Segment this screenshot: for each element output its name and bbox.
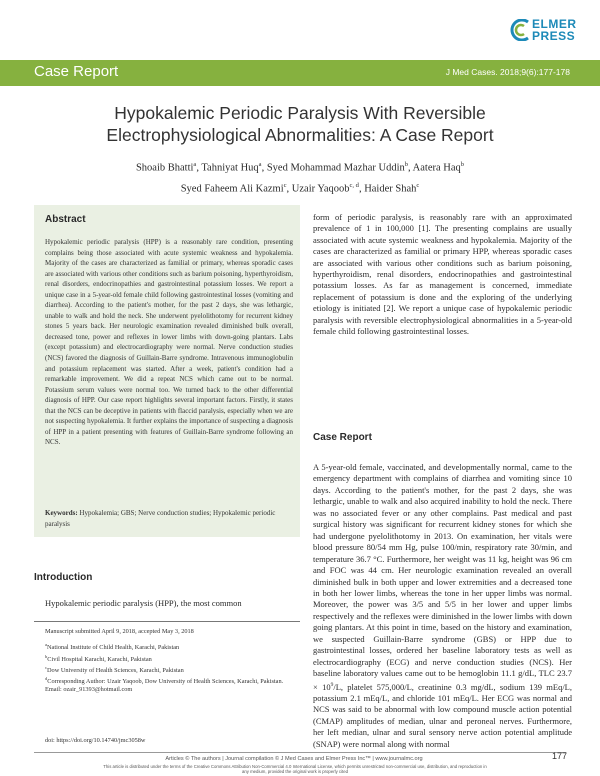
logo-arc-icon — [508, 19, 530, 41]
author-list — [60, 156, 540, 197]
logo-line2: PRESS — [532, 29, 576, 43]
logo-text — [532, 18, 577, 42]
affiliation-b: $^b$Civil Hospital Karachi, Karachi, Pakistan — [45, 653, 152, 663]
journal-citation: J Med Cases. 2018;9(6):177-178 — [445, 67, 570, 77]
author-name: Syed Faheem Ali Kazmi — [180, 183, 284, 194]
author-affiliation-mark: c — [283, 181, 287, 189]
section-banner — [0, 60, 600, 86]
keywords-label: Keywords: — [45, 509, 78, 517]
corresponding-author: $^d$Corresponding Author: Uzair Yaqoob, Dow University of Health Sciences, Karachi, Pakistan. Email: ozair_91393@hotmail.com — [45, 676, 284, 694]
case-report-text: A 5-year-old female, vaccinated, and developmentally normal, came to the emergency department with complains of diarrhea and vomiting since 10 days. According to the patient's mother, for the past 2 days, she was lethargic, unable to walk and also acquired inability to hold the neck. There was no associated fever or any other complains. Past medical and past surgical history was significant for recurrent kidney stones for which she had undergone pyelolithotomy in 2013. On examination, her vitals were blood pressure 80/54 mm Hg, pulse 100/min, respiratory rate 30/min, and temperature 36.7 °C. Furthermore, her weight was 11 kg, height was 96 cm and FOC was 44 cm. Her neurologic examination revealed an overall diminished bulk in both upper and lower extremities and a decreased tone in both her lower limbs, whereas the tone in her upper limbs was normal. Moreover, the power was 3/5 and 5/5 in her lower and upper limbs respectively and the reflexes were diminished in the lower limbs with down going plantars. At this point in time, based on the history and examination, we suspected Guillain-Barre syndrome (GBS) or HPP due to gastrointestinal losses, ordered her baseline laboratory tests as well as electrocardiography (ECG) and nerve conduction studies (NCS). Her baseline laboratory values came out to be hemoglobin 11.1 g/dL, TLC $23.7 \times 10^9/L$, platelet 575,000/L, creatinine 0.3 mg/dL, sodium 139 mEq/L, potassium 2.1 mEq/L, and chloride 101 mEq/L. Her ECG was normal and NCS was said to be abnormal with low compound muscle action potential (CMAP) amplitudes of median, ulnar and peroneal nerves. Furthermore, her left median, ulnar and sural sensory nerve action potential amplitude (SNAP) were normal along with normal — [313, 462, 572, 749]
author-line-2: Syed Faheem Ali Kazmi$^c$, Uzair Yaqoob$^{c, d}$, Haider Shah$^c$ — [180, 181, 420, 194]
footer-divider — [34, 752, 566, 753]
footer-copyright: Articles © The authors | Journal compilation © J Med Cases and Elmer Press Inc™ | www.journalmc.org — [165, 756, 423, 762]
section-label: Case Report — [34, 63, 119, 80]
divider — [34, 621, 300, 622]
author-name: Tahniyat Huq — [201, 162, 259, 174]
doi-link[interactable]: doi: https://doi.org/10.14740/jmc3058w — [45, 737, 146, 744]
article-title: Hypokalemic Periodic Paralysis With Reversible Electrophysiological Abnormalities: A Case Report — [106, 103, 494, 145]
keywords — [45, 508, 293, 529]
case-report-heading: Case Report — [313, 432, 372, 443]
publisher-logo — [508, 17, 577, 56]
submission-dates: Manuscript submitted April 9, 2018, accepted May 3, 2018 — [45, 628, 194, 635]
author-name: Shoaib Bhatti — [135, 162, 194, 174]
introduction-text: Hypokalemic periodic paralysis (HPP), the most common — [45, 598, 242, 608]
author-affiliation-mark: c, d — [349, 181, 359, 189]
logo-line1: ELMER — [532, 17, 577, 31]
author-name: Aatera Haq — [412, 162, 461, 174]
author-name: Haider Shah — [364, 183, 417, 194]
abstract-heading: Abstract — [45, 214, 86, 225]
author-name: Uzair Yaqoob — [291, 183, 350, 194]
author-name: Syed Mohammad Mazhar Uddin — [266, 162, 405, 174]
author-affiliation-mark: a — [193, 161, 197, 168]
author-affiliation-mark: c — [416, 181, 420, 189]
page-number: 177 — [552, 751, 568, 761]
article-notes — [45, 628, 297, 695]
introduction-continued: form of periodic paralysis, is reasonably rare with an approximated prevalence of 1 in 100,000 [1]. The presenting complains are usually associated with acute systemic weakness and hypokalemia. Majority of the cases are characterized as familial or primary HPP, whereas sporadic cases are associated with various other conditions such as barium poisoning, hyperthyroidism, renal disorders, endocrinopathies and gastrointestinal potassium losses. As far as management is concerned, immediate replacement of potassium is done and the exploring of the underlying etiology is initiated [2]. We report a unique case of hypokalemic periodic paralysis with reversible electrophysiological abnormalities in a 5-year-old female child following gastrointestinal losses. — [313, 212, 572, 337]
author-affiliation-mark: a — [258, 161, 262, 168]
keywords-text: Hypokalemia; GBS; Nerve conduction studies; Hypokalemic periodic paralysis — [45, 509, 276, 528]
introduction-heading: Introduction — [34, 572, 93, 583]
abstract-text: Hypokalemic periodic paralysis (HPP) is a reasonably rare condition, presenting complains being those associated with acute systemic weakness and hypokalemia. Majority of the cases are characterized as familial or primary, whereas sporadic cases are associated with various other conditions such as barium poisoning, hyperthyroidism, renal disorders, endocrinopathies and gastrointestinal potassium losses. We report a unique case in a 5-year-old female child following gastrointestinal losses (vomiting and diarrhea). According to the patient's mother, for the past 2 days, she was lethargic, unable to walk and hold the neck. She underwent pyelolithotomy for recurrent kidney stones 5 years back. Her neurologic examination revealed diminished bulk overall, decreased tone, power and reflexes in lower limbs with down-going plantars. Labs (except potassium) and electrocardiography were normal. Nerve conduction studies (NCS) favored the diagnosis of Guillain-Barre syndrome. Intravenous immunoglobulin and potassium replacement was started. After a week, patient's condition had a remarkable improvement. We did a repeat NCS which came out to be normal. Potassium serum values were normal too. We turned back to the other differential diagnosis of HPP. Our case report highlights several important factors. Firstly, it states that the NCS can be deceptive in patients with flaccid paralysis, especially when we are not suspecting hypokalemia. It further explains the importance of suspecting a diagnosis of HPP in a patient presenting with features of Guillain-Barre syndrome following an NCS. — [45, 238, 293, 447]
author-affiliation-mark: b — [404, 161, 408, 168]
affiliation-a: $^a$National Institute of Child Health, Karachi, Pakistan — [45, 642, 180, 652]
author-affiliation-mark: b — [460, 161, 465, 168]
footer-license: This article is distributed under the terms of the Creative Commons Attribution Non-Commercial 4.0 International License, which permits unrestricted non-commercial use, distribution, and reproduction in any medium, provided the original work is properly cited — [103, 764, 487, 775]
author-line-1: Shoaib Bhatti$^a$, Tahniyat Huq$^a$, Syed Mohammad Mazhar Uddin$^b$, Aatera Haq$^b$ — [135, 161, 465, 174]
affiliation-c: $^c$Dow University of Health Sciences, Karachi, Pakistan — [45, 664, 184, 674]
